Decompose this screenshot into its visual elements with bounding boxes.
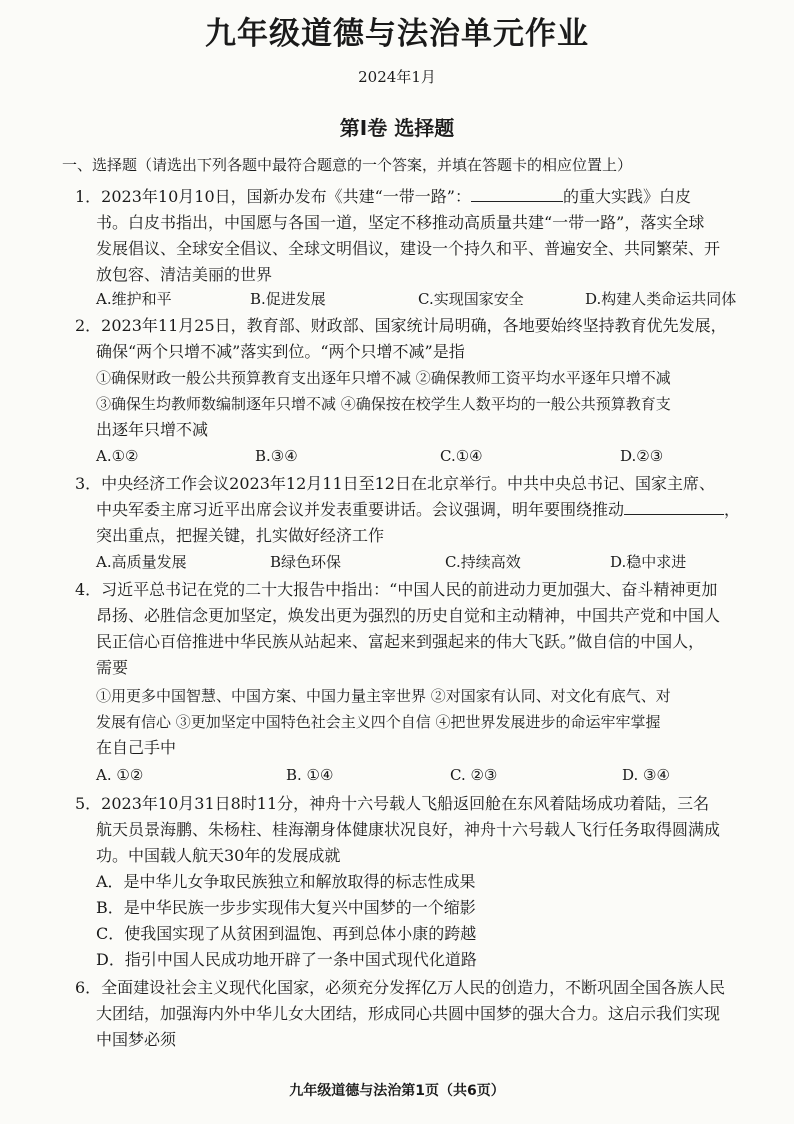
option-b: B．是中华民族一步步实现伟大复兴中国梦的一个缩影 [96, 898, 476, 917]
question-4-line-3: 民正信心百倍推进中华民族从站起来、富起来到强起来的伟大飞跃。”做自信的中国人， [96, 632, 705, 651]
option-d: D. ③④ [622, 766, 670, 784]
question-1-text-a: 1．2023年10月10日，国新办发布《共建“一带一路”： [75, 187, 471, 206]
option-c: C.实现国家安全 [418, 290, 524, 308]
exam-date: 2024年1月 [358, 68, 436, 86]
question-6-line-2: 大团结，加强海内外中华儿女大团结，形成同心共圆中国梦的强大合力。这启示我们实现 [96, 1004, 721, 1023]
option-c: C.①④ [440, 447, 483, 465]
option-a: A.维护和平 [96, 290, 172, 308]
question-6-line-3: 中国梦必须 [96, 1030, 177, 1049]
question-4-line-1: 4．习近平总书记在党的二十大报告中指出：“中国人民的前进动力更加强大、奋斗精神更加 [75, 580, 718, 599]
question-4-line-7: 在自己手中 [96, 738, 177, 757]
question-1-line-3: 发展倡议、全球安全倡议、全球文明倡议，建设一个持久和平、普遍安全、共同繁荣、开 [96, 239, 721, 258]
question-4-line-5: ①用更多中国智慧、中国方案、中国力量主宰世界 ②对国家有认同、对文化有底气、对 [96, 687, 671, 705]
question-4-line-6: 发展有信心 ③更加坚定中国特色社会主义四个自信 ④把世界发展进步的命运牢牢掌握 [96, 713, 661, 731]
option-b: B.③④ [255, 447, 298, 465]
question-2-line-5: 出逐年只增不减 [96, 420, 209, 439]
question-2-line-4: ③确保生均教师数编制逐年只增不减 ④确保按在校学生人数平均的一般公共预算教育支 [96, 395, 671, 413]
option-a: A.高质量发展 [96, 553, 187, 571]
option-c: C．使我国实现了从贫困到温饱、再到总体小康的跨越 [96, 924, 477, 943]
question-3-line-1: 3．中央经济工作会议2023年12月11日至12日在北京举行。中共中央总书记、国家主席、 [75, 474, 715, 493]
question-4-line-4: 需要 [96, 658, 129, 677]
option-c: C.持续高效 [445, 553, 521, 571]
question-2-line-1: 2．2023年11月25日，教育部、财政部、国家统计局明确，各地要始终坚持教育优先发展， [75, 316, 727, 335]
section-heading: 一、选择题（请选出下列各题中最符合题意的一个答案，并填在答题卡的相应位置上） [62, 156, 633, 174]
question-5-line-3: 功。中国载人航天30年的发展成就 [96, 846, 341, 865]
question-2-line-2: 确保“两个只增不减”落实到位。“两个只增不减”是指 [96, 342, 465, 361]
page-footer: 九年级道德与法治第1页（共6页） [289, 1083, 505, 1099]
question-3-text-a: 中央军委主席习近平出席会议并发表重要讲话。会议强调，明年要围绕推动 [96, 500, 625, 519]
question-4-line-2: 昂扬、必胜信念更加坚定，焕发出更为强烈的历史自觉和主动精神，中国共产党和中国人 [96, 606, 721, 625]
option-b: B. ①④ [286, 766, 334, 784]
question-3-line-3: 突出重点，把握关键，扎实做好经济工作 [96, 526, 385, 545]
question-2-line-3: ①确保财政一般公共预算教育支出逐年只增不减 ②确保教师工资平均水平逐年只增不减 [96, 369, 671, 387]
question-1-line-4: 放包容、清洁美丽的世界 [96, 265, 273, 284]
question-3-text-b: ， [724, 500, 741, 519]
answer-blank [624, 500, 724, 515]
option-b: B.促进发展 [250, 290, 326, 308]
option-d: D.②③ [620, 447, 664, 465]
question-5-line-2: 航天员景海鹏、朱杨柱、桂海潮身体健康状况良好，神舟十六号载人飞行任务取得圆满成 [96, 820, 721, 839]
question-3-line-2 [96, 500, 740, 520]
option-d: D.稳中求进 [610, 553, 687, 571]
option-a: A. ①② [96, 766, 144, 784]
question-6-line-1: 6．全面建设社会主义现代化国家，必须充分发挥亿万人民的创造力，不断巩固全国各族人民 [75, 978, 726, 997]
question-1-text-b: 的重大实践》白皮 [562, 187, 691, 206]
option-a: A．是中华儿女争取民族独立和解放取得的标志性成果 [96, 872, 476, 891]
option-d: D.构建人类命运共同体 [585, 290, 737, 308]
part-heading: 第Ⅰ卷 选择题 [339, 116, 455, 140]
question-1-line-2: 书。白皮书指出，中国愿与各国一道，坚定不移推动高质量共建“一带一路”，落实全球 [96, 213, 705, 232]
option-b: B绿色环保 [270, 553, 342, 571]
page-title: 九年级道德与法治单元作业 [205, 16, 589, 52]
option-a: A.①② [96, 447, 139, 465]
option-c: C. ②③ [450, 766, 498, 784]
answer-blank [471, 187, 563, 202]
option-d: D．指引中国人民成功地开辟了一条中国式现代化道路 [96, 950, 477, 969]
question-5-line-1: 5．2023年10月31日8时11分，神舟十六号载人飞船返回舱在东风着陆场成功着陆，三名 [75, 794, 710, 813]
question-1-line-1 [75, 187, 691, 207]
